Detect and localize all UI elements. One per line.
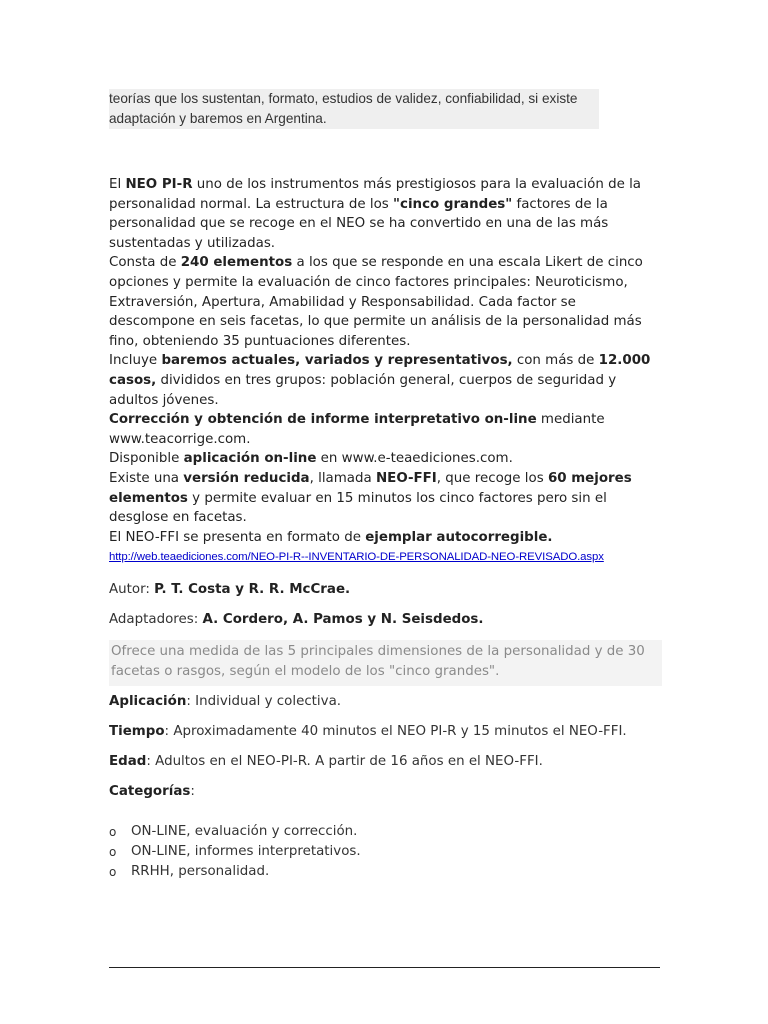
adaptadores-row: Adaptadores: A. Cordero, A. Pamos y N. Seisdedos.	[109, 612, 484, 627]
bullet-icon: o	[109, 825, 117, 839]
autor-value: P. T. Costa y R. R. McCrae.	[154, 582, 351, 597]
bold-240-elementos: 240 elementos	[180, 255, 293, 271]
bullet-icon: o	[109, 845, 117, 859]
bold-ejemplar: ejemplar autocorregible.	[365, 529, 553, 545]
paragraph-correccion: Corrección y obtención de informe interpretativo on-line mediante www.teacorrige.com.	[109, 412, 605, 447]
paragraph-elements: Consta de 240 elementos a los que se responde en una escala Likert de cinco opciones y permite la evaluación de cinco factores principales: Neuroticismo, Extraversión, Apertura, Amabilidad y Responsabilidad. Cada factor se descompone en seis facetas, lo que permite un análisis de la personalidad más fino, obteniendo 35 puntuaciones diferentes.	[109, 255, 643, 349]
paragraph-baremos: Incluye baremos actuales, variados y representativos, con más de 12.000 casos, divididos en tres grupos: población general, cuerpos de seguridad y adultos jóvenes.	[109, 353, 651, 408]
paragraph-intro-neo: El NEO PI-R uno de los instrumentos más prestigiosos para la evaluación de la personalidad normal. La estructura de los "cinco grandes" factores de la personalidad que se recoge en el NEO se ha convertido en una de las más sustentadas y utilizadas.	[109, 177, 641, 251]
list-item: o ON-LINE, evaluación y corrección.	[109, 822, 660, 842]
list-item: o RRHH, personalidad.	[109, 862, 660, 882]
tea-ediciones-link[interactable]: http://web.teaediciones.com/NEO-PI-R--INVENTARIO-DE-PERSONALIDAD-NEO-REVISADO.aspx	[109, 551, 604, 564]
adaptadores-value: A. Cordero, A. Pamos y N. Seisdedos.	[202, 612, 484, 627]
bold-casos: 12.000 casos,	[109, 353, 651, 388]
bold-correccion: Corrección y obtención de informe interpretativo on-line	[109, 412, 537, 428]
bold-60-elementos: 60 mejores elementos	[109, 470, 632, 506]
product-details	[109, 580, 660, 882]
intro-paragraph: teorías que los sustentan, formato, estudios de validez, confiabilidad, si existe adaptación y baremos en Argentina.	[109, 89, 599, 129]
bullet-icon: o	[109, 865, 117, 879]
paragraph-version-reducida: Existe una versión reducida, llamada NEO-FFI, que recoge los 60 mejores elementos y permite evaluar en 15 minutos los cinco factores pero sin el desglose en facetas.	[109, 470, 632, 526]
bold-cinco-grandes: "cinco grandes"	[393, 196, 513, 212]
tiempo-row: Tiempo: Aproximadamente 40 minutos el NEO PI-R y 15 minutos el NEO-FFI.	[109, 724, 627, 739]
paragraph-aplicacion-online: Disponible aplicación on-line en www.e-teaediciones.com.	[109, 451, 513, 467]
list-item: o ON-LINE, informes interpretativos.	[109, 842, 660, 862]
paragraph-ejemplar: El NEO-FFI se presenta en formato de ejemplar autocorregible.	[109, 529, 553, 545]
bold-neo-pi-r: NEO PI-R	[125, 177, 193, 192]
bold-version-reducida: versión reducida	[183, 470, 310, 486]
categorias-heading: Categorías:	[109, 784, 195, 799]
bold-neo-ffi: NEO-FFI	[375, 470, 437, 486]
bold-baremos: baremos actuales, variados y representativos,	[161, 353, 513, 369]
horizontal-divider	[109, 967, 660, 968]
autor-row: Autor: P. T. Costa y R. R. McCrae.	[109, 582, 351, 597]
bold-aplicacion-online: aplicación on-line	[183, 451, 317, 467]
aplicacion-row: Aplicación: Individual y colectiva.	[109, 694, 342, 709]
edad-row: Edad: Adultos en el NEO-PI-R. A partir de 16 años en el NEO-FFI.	[109, 754, 543, 769]
categories-list	[109, 822, 660, 882]
summary-box: Ofrece una medida de las 5 principales dimensiones de la personalidad y de 30 facetas o rasgos, según el modelo de los "cinco grandes".	[109, 640, 662, 686]
neo-pi-r-description	[109, 175, 660, 568]
